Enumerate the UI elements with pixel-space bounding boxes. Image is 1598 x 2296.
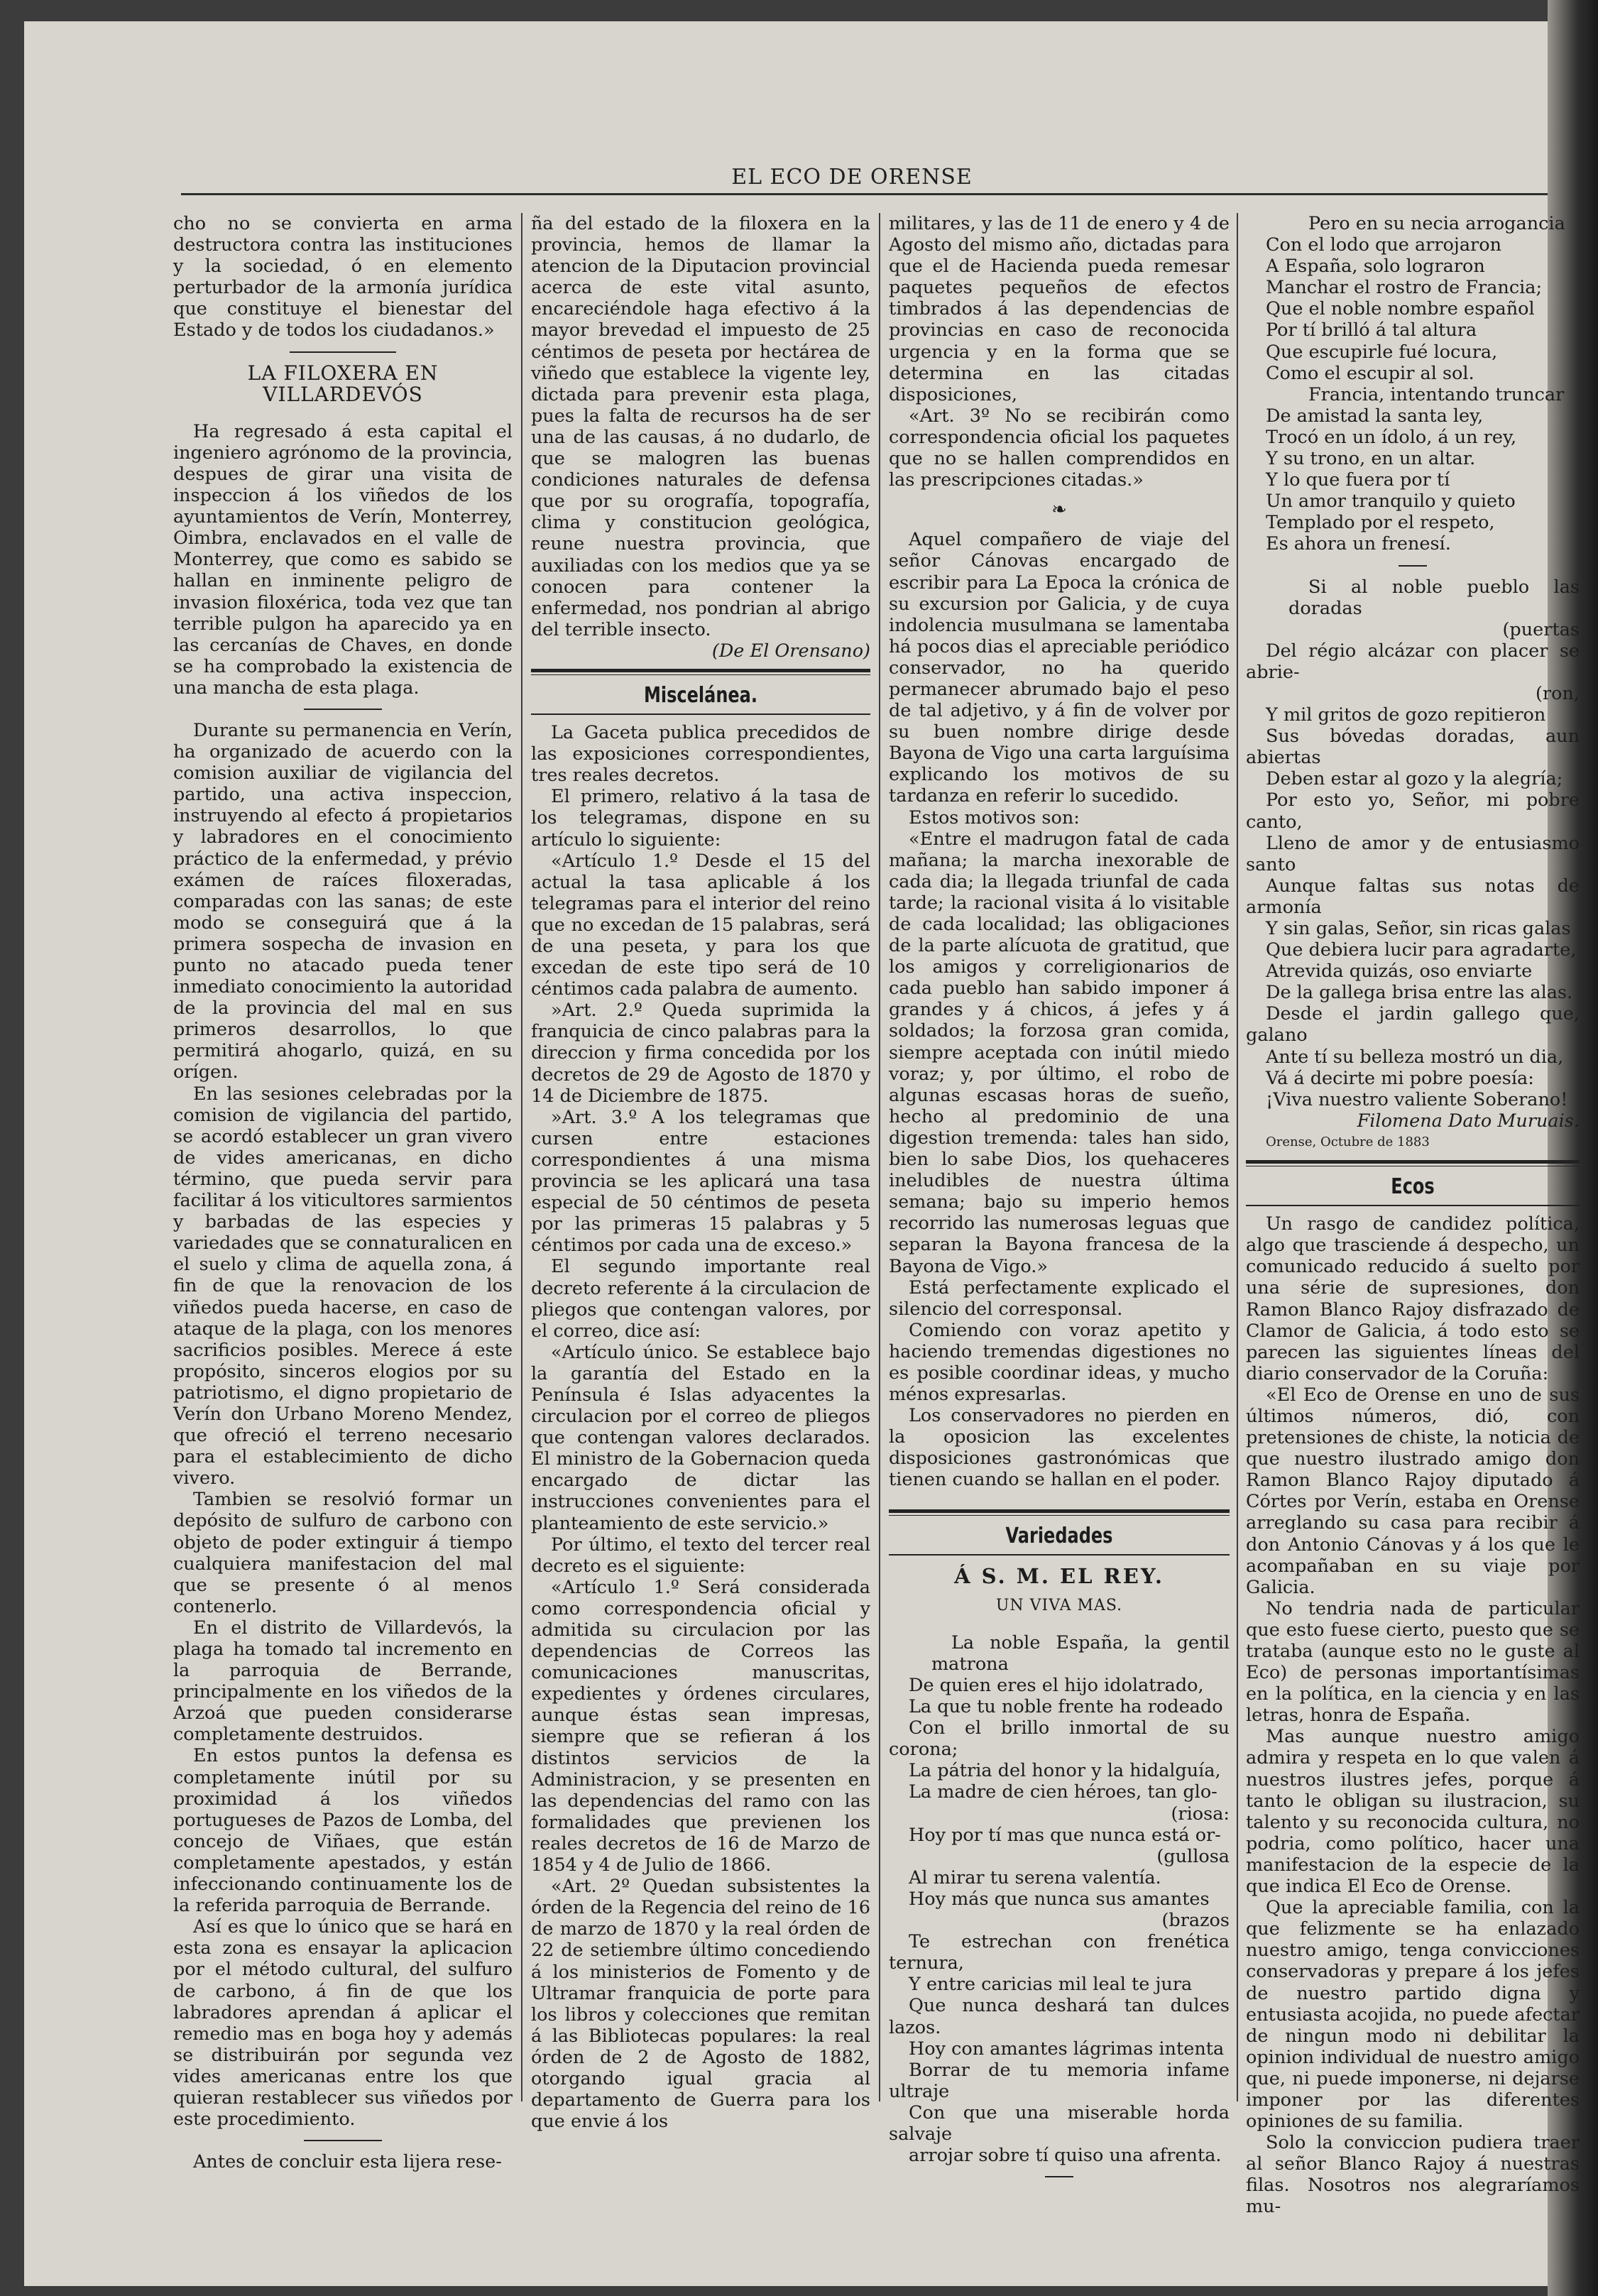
verse: Con que una miserable horda salvaje — [889, 2101, 1230, 2145]
verse: (puertas — [1502, 618, 1580, 640]
poem-dedication: Á S. M. EL REY. — [954, 1563, 1164, 1588]
verse: Que escupirle fué locura, — [1266, 341, 1498, 363]
divider — [304, 709, 382, 710]
verse: Y sin galas, Señor, sin ricas galas — [1266, 918, 1571, 939]
verse: Hoy con amantes lágrimas intenta — [909, 2038, 1225, 2060]
verse: (ron, — [1535, 682, 1580, 704]
verse: Sus bóvedas doradas, aun abiertas — [1246, 726, 1580, 769]
section-title: Miscelánea. — [644, 682, 757, 708]
paragraph: «Artículo único. Se establece bajo la garantía del Estado en la Península é Islas adyacentes la circulacion por el correo de pliegos que contengan valores declarados. El ministro de la Gobernacion queda encargado de dictar las instrucciones convenientes para el planteamiento de este servicio.» — [531, 1341, 870, 1534]
paragraph: Antes de concluir esta lijera rese- — [193, 2151, 502, 2173]
paragraph: Así es que lo único que se hará en esta zona es ensayar la aplicacion por el método cultural, del sulfuro de carbono, á fin de que los labradores aprendan á aplicar el remedio mas en boga hoy y además se distribuirán por segunda vez vides americanas entre los que quieran restablecer sus viñedos por este procedimiento. — [173, 1916, 513, 2131]
section-rule — [531, 669, 870, 675]
verse: (riosa: — [1171, 1803, 1230, 1825]
verse: Es ahora un frenesí. — [1266, 533, 1451, 555]
paragraph: Durante su permanencia en Verín, ha organizado de acuerdo con la comision auxiliar de vigilancia del partido, una activa inspeccion, instruyendo al efecto á propietarios y labradores en el conocimiento práctico de la enfermedad, y prévio exámen de raíces filoxeradas, comparadas con las sanas; de este modo se conseguirá que á la primera sospecha de invasion en punto no atacado pueda tener inmediato conocimiento la autoridad de la provincia del mal en sus primeros desarrollos, lo que permitirá ahogarlo, quizá, en su orígen. — [173, 719, 513, 1083]
paragraph: Tambien se resolvió formar un depósito de sulfuro de carbono con objeto de poder extinguir á tiempo cualquiera manifestacion del mal que se presente ó al menos contenerlo. — [173, 1489, 513, 1617]
verse: Que el noble nombre español — [1266, 298, 1535, 320]
column-rule-1 — [521, 213, 522, 2101]
paragraph: «Artículo 1.º Desde el 15 del actual la tasa aplicable á los telegramas para el interior del reino que no excedan de 15 palabras, será de una peseta, y para los que excedan de este tipo será de 10 céntimos cada palabra de aumento. — [531, 850, 870, 1000]
paragraph: Los conservadores no pierden en la oposicion las excelentes disposiciones gastronómicas que tienen cuando se hallan en el poder. — [889, 1405, 1230, 1491]
paragraph: La Gaceta publica precedidos de las exposiciones correspondientes, tres reales decretos. — [531, 722, 870, 787]
section-title: Variedades — [1005, 1523, 1113, 1548]
header-rule — [181, 193, 1548, 195]
paragraph: El primero, relativo á la tasa de los telegramas, dispone en su artículo lo siguiente: — [531, 786, 870, 851]
paragraph: No tendria nada de particular que esto fuese cierto, puesto que se trataba (aunque esto no le guste al Eco) de personas importantísimas en la política, en la ciencia y en las letras, honra de España. — [1246, 1597, 1580, 1727]
verse: Lleno de amor y de entusiasmo santo — [1246, 832, 1580, 875]
paragraph: Estos motivos son: — [909, 807, 1080, 829]
divider — [531, 714, 870, 715]
paragraph: El segundo importante real decreto referente á la circulacion de pliegos que contengan valores, por el correo, dice así: — [531, 1256, 870, 1342]
verse: Desde el jardin gallego que, galano — [1246, 1003, 1580, 1046]
paragraph: Ha regresado á esta capital el ingeniero agrónomo de la provincia, despues de girar una visita de inspeccion á los viñedos de los ayuntamientos de Verín, Monterrey, Oimbra, enclavados en el valle de Monterrey, que como es sabido se hallan en inminente peligro de invasion filoxérica, toda vez que tan terrible pulgon ha aparecido ya en las cercanías de Chaves, en donde se ha comprobado la existencia de una mancha de esta plaga. — [173, 420, 513, 699]
verse: La madre de cien héroes, tan glo- — [909, 1781, 1217, 1803]
verse: Y lo que fuera por tí — [1266, 469, 1450, 491]
divider — [304, 2140, 382, 2141]
verse: La pátria del honor y la hidalguía, — [909, 1760, 1221, 1782]
section-title: Ecos — [1391, 1174, 1435, 1200]
verse: La noble España, la gentil matrona — [931, 1631, 1230, 1675]
verse: Un amor tranquilo y quieto — [1266, 491, 1516, 513]
verse: Ante tí su belleza mostró un dia, — [1266, 1046, 1564, 1068]
paragraph: «Entre el madrugon fatal de cada mañana; la marcha inexorable de cada dia; la llegada triunfal de cada tarde; la racional visita á lo visitable de cada localidad; las obligaciones de la parte alícuota de gratitud, que los amigos y correligionarios de cada pueblo han sabido imponer á grandes y á chicos, á jefes y á soldados; la forzosa gran comida, siempre aceptada con inútil miedo voraz; y, por último, el robo de algunas escasas horas de sueño, hecho al predominio de una digestion tremenda: tales han sido, bien lo sabe Dios, los quehaceres ineludibles de nuestra última semana; bajo su imperio hemos recorrido las numerosas leguas que separan la Bayona francesa de la Bayona de Vigo.» — [889, 828, 1230, 1277]
paragraph: Está perfectamente explicado el silencio del corresponsal. — [889, 1277, 1230, 1320]
verse: Borrar de tu memoria infame ultraje — [889, 2059, 1230, 2102]
verse: Que debiera lucir para agradarte, — [1266, 939, 1577, 961]
verse: Si al noble pueblo las doradas — [1288, 576, 1580, 619]
poem-subtitle: UN VIVA MAS. — [995, 1596, 1123, 1614]
verse: Con el brillo inmortal de su corona; — [889, 1717, 1230, 1761]
verse: Manchar el rostro de Francia; — [1266, 277, 1543, 299]
verse: ¡Viva nuestro valiente Soberano! — [1266, 1088, 1568, 1110]
paragraph: «Artículo 1.º Será considerada como correspondencia oficial y admitida su circulacion por las dependencias de Correos las comunicaciones manuscritas, expedientes y órdenes circulares, aunque éstas sean impresas, siempre que se refieran á los distintos servicios de la Administracion, y se presenten en las dependencias del ramo con las formalidades que previenen los reales decretos de 16 de Marzo de 1854 y 4 de Julio de 1866. — [531, 1576, 870, 1876]
divider — [1399, 565, 1427, 567]
verse: (gullosa — [1156, 1845, 1230, 1867]
poem-date: Orense, Octubre de 1883 — [1266, 1134, 1430, 1149]
verse: De amistad la santa ley, — [1266, 405, 1484, 427]
verse: Como el escupir al sol. — [1266, 362, 1474, 384]
verse: Aunque faltas sus notas de armonía — [1246, 875, 1580, 918]
paragraph: Aquel compañero de viaje del señor Cánovas encargado de escribir para La Epoca la crónica de su excursion por Galicia, y de cuya indolencia musulmana se lamentaba há pocos dias el apreciable periódico conservador, no ha querido permanecer abrumado bajo el peso de tal adjetivo, y á fin de volver por su buen nombre dirige desde Bayona de Vigo una carta larguísima explicando los motivos de su tardanza en referir lo sucedido. — [889, 529, 1230, 807]
verse: Y su trono, en un altar. — [1266, 448, 1476, 470]
ornament-icon: ❧ — [1051, 499, 1067, 521]
divider — [290, 351, 396, 353]
verse: Hoy más que nunca sus amantes — [909, 1888, 1210, 1910]
divider — [1246, 1205, 1580, 1206]
divider — [1045, 2176, 1073, 2177]
verse: A España, solo lograron — [1266, 256, 1485, 278]
paragraph: Mas aunque nuestro amigo admira y respeta en lo que valen á nuestros ilustres jefes, porque á tanto le obligan su ilustracion, su talento y su reconocida cultura, no podria, como político, hacer una manifestacion de la especie de la que indica El Eco de Orense. — [1246, 1726, 1580, 1898]
verse: La que tu noble frente ha rodeado — [909, 1696, 1223, 1718]
section-rule — [1246, 1160, 1580, 1166]
paragraph: »Art. 3.º A los telegramas que cursen entre estaciones correspondientes á una misma provincia se les aplicará una tasa especial de 50 céntimos de peseta por las primeras 15 palabras y 5 céntimos por cada una de exceso.» — [531, 1106, 870, 1257]
column-2 — [531, 213, 870, 2132]
verse: Trocó en un ídolo, á un rey, — [1266, 426, 1517, 448]
paragraph: Por último, el texto del tercer real decreto es el siguiente: — [531, 1534, 870, 1577]
verse: Por esto yo, Señor, mi pobre canto, — [1246, 789, 1580, 833]
verse: Pero en su necia arrogancia — [1308, 213, 1565, 234]
verse: De quien eres el hijo idolatrado, — [909, 1675, 1204, 1696]
paragraph: Que la apreciable familia, con la que felizmente se ha enlazado nuestro amigo, tenga convicciones conservadoras y prepare á los jefes de nuestro partido digna y entusiasta acojida, no puede afectar de ningun modo ni debilitar la opinion individual de nuestro amigo que, ni puede imponerse, ni dejarse imponer por las diferentes opiniones de su familia. — [1246, 1897, 1580, 2133]
newspaper-header: EL ECO DE ORENSE — [731, 165, 973, 190]
section-rule — [889, 1509, 1230, 1516]
article-title: LA FILOXERA EN VILLARDEVÓS — [247, 361, 439, 406]
paragraph: ña del estado de la filoxera en la provincia, hemos de llamar la atencion de la Diputacion provincial acerca de este vital asunto, encareciéndole haga efectivo á la mayor brevedad el impuesto de 25 céntimos de peseta por hectárea de viñedo que establece la vigente ley, dictada para prevenir esta plaga, pues la falta de recursos ha de ser una de las causas, á no dudarlo, de que se malogren las buenas condiciones naturales de defensa que por su orografía, topografía, clima y constitucion geológica, reune nuestra provincia, que auxiliadas con los medios que ya se conocen para contener la enfermedad, nos pondrian al abrigo del terrible insecto. — [531, 213, 870, 640]
verse: Templado por el respeto, — [1266, 512, 1495, 534]
column-1 — [173, 213, 513, 2172]
paragraph: «Art. 3º No se recibirán como correspondencia oficial los paquetes que no se hallen comprendidos en las prescripciones citadas.» — [889, 405, 1230, 491]
verse: Del régio alcázar con placer se abrie- — [1246, 640, 1580, 683]
verse: Y entre caricias mil leal te jura — [909, 1974, 1193, 1996]
poem-signature: Filomena Dato Muruais. — [1357, 1110, 1580, 1132]
paragraph: Comiendo con voraz apetito y haciendo tremendas digestiones no es posible coordinar ideas, y mucho ménos expresarlas. — [889, 1319, 1230, 1406]
verse: Te estrechan con frenética ternura, — [889, 1931, 1230, 1974]
verse: Deben estar al gozo y la alegría; — [1266, 768, 1563, 790]
verse: Que nunca deshará tan dulces lazos. — [889, 1995, 1230, 2038]
verse: Con el lodo que arrojaron — [1266, 234, 1501, 256]
source-credit: (De El Orensano) — [711, 640, 870, 662]
paragraph: En estos puntos la defensa es completamente inútil por su proximidad á los viñedos portugueses de Pazos de Lomba, del concejo de Viñaes, que están completamente apestados, y están infeccionando continuamente los de la referida parroquia de Berrande. — [173, 1745, 513, 1917]
verse: arrojar sobre tí quiso una afrenta. — [909, 2145, 1222, 2167]
paragraph: militares, y las de 11 de enero y 4 de Agosto del mismo año, dictadas para que el de Hacienda pueda remesar paquetes pequeños de efectos timbrados á las dependencias de provincias en caso de reconocida urgencia y en la forma que se determina en las citadas disposiciones, — [889, 213, 1230, 405]
verse: Francia, intentando truncar — [1308, 383, 1565, 405]
paragraph: «Art. 2º Quedan subsistentes la órden de la Regencia del reino de 16 de marzo de 1870 y la real órden de 22 de setiembre último concediendo á los ministerios de Fomento y de Ultramar franquicia de porte para los libros y colecciones que remitan á las Bibliotecas populares: la real órden de 2 de Agosto de 1882, otorgando igual gracia al departamento de Guerra para los que envie á los — [531, 1876, 870, 2133]
verse: Hoy por tí mas que nunca está or- — [909, 1824, 1221, 1846]
verse: Y mil gritos de gozo repitieron — [1266, 704, 1546, 726]
paragraph: »Art. 2.º Queda suprimida la franquicia de cinco palabras para la direccion y firma concedida por los decretos de 29 de Agosto de 1870 y 14 de Diciembre de 1875. — [531, 1000, 870, 1107]
verse: Por tí brilló á tal altura — [1266, 319, 1477, 341]
verse: Vá á decirte mi pobre poesía: — [1266, 1067, 1534, 1089]
verse: Al mirar tu serena valentía. — [909, 1866, 1161, 1888]
verse: (brazos — [1161, 1910, 1230, 1932]
column-rule-2 — [879, 213, 880, 2101]
paragraph: Un rasgo de candidez política, algo que trasciende á despecho, un comunicado reducido á suelto por una série de supresiones, don Ramon Blanco Rajoy disfrazado de Clamor de Galicia, á todo esto se parecen las siguientes líneas del diario conservador de la Coruña: — [1246, 1213, 1580, 1384]
column-3 — [889, 213, 1230, 2187]
paragraph: En las sesiones celebradas por la comision de vigilancia del partido, se acordó establecer un gran vivero de vides americanas, en dicho término, que pueda servir para facilitar á los viticultores sarmientos y barbadas de las especies y variedades que se connaturalicen en el suelo y clima de aquella zona, á fin de que la renovacion de los viñedos pueda hacerse, en caso de ataque de la plaga, con los menores sacrificios posibles. Merece á este propósito, sinceros elogios por su patriotismo, el digno propietario de Verín don Urbano Moreno Mendez, que ofreció el terreno necesario para el establecimiento de dicho vivero. — [173, 1083, 513, 1489]
column-rule-3 — [1237, 213, 1238, 2101]
paragraph: Solo la conviccion pudiera traer al señor Blanco Rajoy á nuestras filas. Nosotros nos alegraríamos mu- — [1246, 2132, 1580, 2218]
paragraph: En el distrito de Villardevós, la plaga ha tomado tal incremento en la parroquia de Berrande, principalmente en los viñedos de la Arzoá que pueden considerarse completamente destruidos. — [173, 1617, 513, 1746]
verse: Atrevida quizás, oso enviarte — [1266, 961, 1533, 983]
paragraph: «El Eco de Orense en uno de sus últimos números, dió, con pretensiones de chiste, la noticia de que nuestro ilustrado amigo don Ramon Blanco Rajoy diputado á Córtes por Verín, estaba en Orense arreglando su casa para recibir á don Antonio Cánovas y á los que le acompañaban en su viaje por Galicia. — [1246, 1384, 1580, 1598]
column-4 — [1246, 213, 1580, 2218]
divider — [889, 1554, 1230, 1556]
paragraph: cho no se convierta en arma destructora contra las instituciones y la sociedad, ó en elemento perturbador de la armonía jurídica que constituye el bienestar del Estado y de todos los ciudadanos.» — [173, 213, 513, 341]
verse: De la gallega brisa entre las alas. — [1266, 982, 1573, 1004]
